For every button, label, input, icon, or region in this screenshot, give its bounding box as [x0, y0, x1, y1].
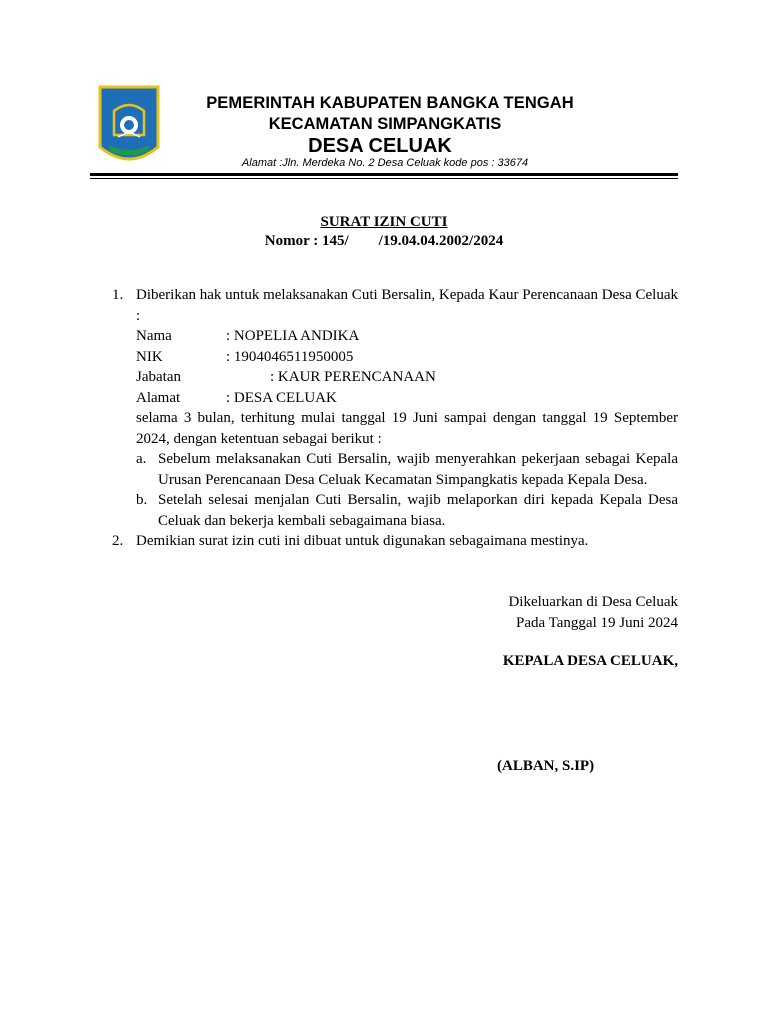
field-value: : DESA CELUAK [226, 389, 337, 406]
issue-info [508, 592, 678, 633]
sub-item [136, 490, 678, 531]
issue-place: Dikeluarkan di Desa Celuak [508, 594, 678, 610]
sub-item-text: Sebelum melaksanakan Cuti Bersalin, wajib menyerahkan pekerjaan sebagai Kepala Urusan Perencanaan Desa Celuak Kecamatan Simpangkatis kepada Kepala Desa. [158, 451, 678, 488]
sub-item-text: Setelah selesai menjalan Cuti Bersalin, wajib melaporkan diri kepada Kepala Desa Celuak dan bekerja kembali sebagaimana biasa. [158, 492, 678, 529]
item-number: 1. [112, 287, 124, 303]
letter-title: SURAT IZIN CUTI [320, 214, 448, 230]
field-nik [136, 347, 678, 368]
sub-item-letter: a. [136, 451, 147, 467]
field-value: : NOPELIA ANDIKA [226, 328, 360, 344]
header-rule-thick [90, 173, 678, 176]
letterhead [0, 0, 768, 185]
item-content: Demikian surat izin cuti ini dibuat untuk digunakan sebagaimana mestinya. [136, 533, 589, 549]
field-name [136, 326, 678, 347]
regency-emblem-icon [98, 85, 160, 171]
district-title: KECAMATAN SIMPANGKATIS [268, 115, 502, 133]
header-rule-thin [90, 178, 678, 179]
item-content [136, 285, 678, 531]
field-label: Jabatan [136, 369, 181, 385]
list-item [112, 285, 678, 531]
field-label: Nama [136, 328, 172, 344]
field-value: : KAUR PERENCANAAN [270, 369, 436, 385]
sub-item [136, 449, 678, 490]
letter-body [112, 285, 678, 552]
signatory-name: (ALBAN, S.IP) [497, 758, 595, 774]
item-number: 2. [112, 533, 124, 549]
field-label: NIK [136, 348, 163, 365]
field-label: Alamat [136, 389, 181, 406]
address-line: Alamat :Jln. Merdeka No. 2 Desa Celuak kode pos : 33674 [241, 157, 529, 169]
issue-date: Pada Tanggal 19 Juni 2024 [516, 614, 678, 631]
sub-item-letter: b. [136, 492, 148, 508]
field-address [136, 388, 678, 409]
period-text: selama 3 bulan, terhitung mulai tanggal 19 Juni sampai dengan tanggal 19 September 2024, dengan ketentuan sebagai berikut : [136, 410, 678, 447]
signatory-position: KEPALA DESA CELUAK, [502, 653, 678, 669]
village-title: DESA CELUAK [308, 135, 452, 157]
field-position [136, 367, 678, 388]
intro-text: Diberikan hak untuk melaksanakan Cuti Bersalin, Kepada Kaur Perencanaan Desa Celuak : [136, 287, 678, 324]
list-item [112, 531, 678, 552]
letter-number: Nomor : 145/ /19.04.04.2002/2024 [264, 233, 504, 249]
field-value: : 1904046511950005 [226, 348, 354, 365]
government-title: PEMERINTAH KABUPATEN BANGKA TENGAH [206, 94, 574, 112]
